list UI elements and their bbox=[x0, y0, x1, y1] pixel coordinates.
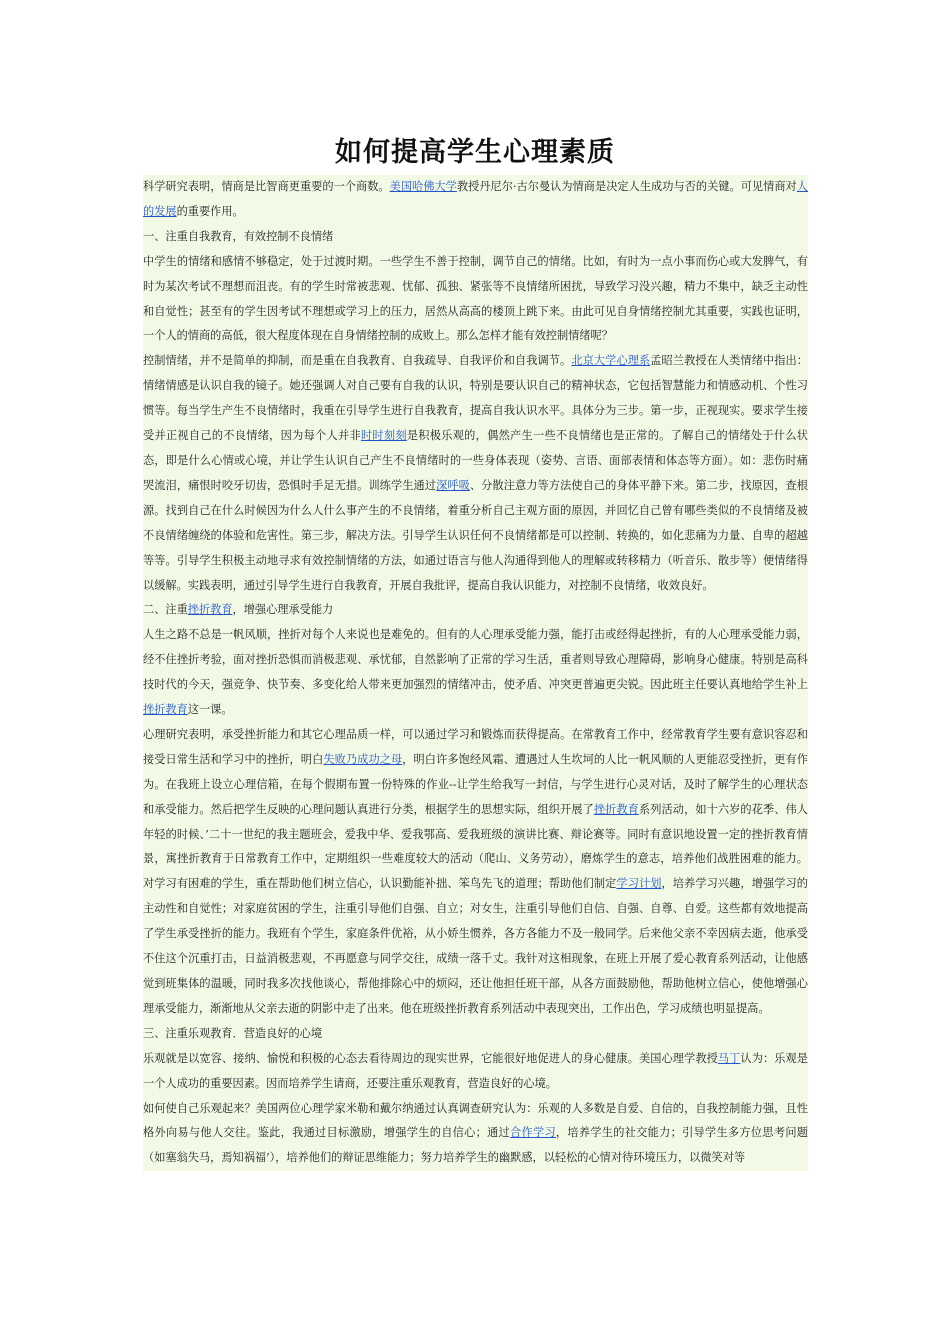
text-link[interactable]: 失败乃成功之母 bbox=[323, 752, 403, 766]
paragraph bbox=[143, 1097, 808, 1172]
paragraph-text: 教授丹尼尔·古尔曼认为情商是决定人生成功与否的关键。可见情商对 bbox=[456, 180, 797, 193]
page-title: 如何提高学生心理素质 bbox=[335, 137, 615, 168]
paragraph-text: 孟昭兰教授在人类情绪中指出：情绪情感是认识自我的镜子。她还强调人对自己要有自我的认识，特别是要认识自己的精神状态，它包括智慧能力和情感动机、个性习惯等。每当学生产生不良情绪时，我重在引导学生进行自我教育，提高自我认识水平。具体分为三步。第一步，正视现实。要求学生接受并正视自己的不良情绪，因为每个人并非 bbox=[143, 354, 808, 443]
paragraph-text: 一、注重自我教育，有效控制不良情绪 bbox=[143, 229, 334, 243]
paragraph bbox=[143, 175, 808, 225]
text-link[interactable]: 挫折教育 bbox=[593, 802, 639, 816]
text-link[interactable]: 深呼吸 bbox=[436, 478, 470, 492]
paragraph-text: 心理研究表明，承受挫折能力和其它心理品质一样，可以通过学习和锻炼而获得提高。在常教育工作中，经常教育学生要有意识容忍和接受日常生活和学习中的挫折，明白 bbox=[143, 727, 808, 766]
paragraph bbox=[143, 225, 808, 250]
paragraph-text: 控制情绪，并不是简单的抑制，而是重在自我教育、自我疏导、自我评价和自我调节。 bbox=[143, 354, 572, 368]
text-link[interactable]: 挫折教育 bbox=[143, 703, 188, 717]
paragraph-text: 人生之路不总是一帆风顺，挫折对每个人来说也是难免的。但有的人心理承受能力强，能打击或经得起挫折，有的人心理承受能力弱，经不住挫折考验，面对挫折恐惧而消极悲观、承忧郁，自然影响了正常的学习生活，重者则导致心理障碍，影响身心健康。特别是高科技时代的今天，强竞争、快节奏、多变化给人带来更加强烈的情绪冲击，使矛盾、冲突更普遍更尖锐。因此班主任要认真地给学生补上 bbox=[143, 628, 808, 692]
text-link[interactable]: 北京大学心理系 bbox=[571, 354, 651, 368]
paragraph bbox=[143, 723, 808, 1022]
paragraph-text: ，明白许多饱经风霜、遭遇过人生坎坷的人比一帆风顺的人更能忍受挫折，更有作为。在我班上设立心理信箱，在每个假期布置一份特殊的作业--让学生给我写一封信，与学生进行心灵对话，及时了解学生的心理状态和承受能力。然后把学生反映的心理问题认真进行分类，根据学生的思想实际，组织开展了 bbox=[143, 752, 808, 816]
paragraph-text: 二、注重 bbox=[143, 603, 188, 617]
text-link[interactable]: 时时刻刻 bbox=[360, 429, 407, 443]
paragraph-text: 这一课。 bbox=[187, 703, 233, 717]
paragraph-text: ，培养学习兴趣，增强学习的主动性和自觉性；对家庭贫困的学生，注重引导他们自强、自立；对女生，注重引导他们自信、自强、自尊、自爱。这些都有效地提高了学生承受挫折的能力。我班有个学生，家庭条件优裕，从小娇生惯养，各方各能力不及一般同学。后来他父亲不幸因病去逝，他承受不住这个沉重打击，日益消极悲观，不再愿意与同学交往，成绩一落千丈。我针对这相现象，在班上开展了爱心教育系列活动，让他感觉到班集体的温暖，同时我多次找他谈心，帮他排除心中的烦闷，还让他担任班干部，从各方面鼓励他，帮助他树立信心，使他增强心理承受能力，渐渐地从父亲去逝的阴影中走了出来。他在班级挫折教育系列活动中表现突出，工作出色，学习成绩也明显提高。 bbox=[143, 877, 808, 1015]
text-link[interactable]: 学习计划 bbox=[616, 877, 662, 891]
paragraph-text: 科学研究表明，情商是比智商更重要的一个商数。 bbox=[143, 180, 390, 193]
paragraph-text: 的重要作用。 bbox=[176, 204, 244, 218]
paragraph-text: 乐观就是以宽容、接纳、愉悦和积极的心态去看待周边的现实世界，它能很好地促进人的身心健康。美国心理学教授 bbox=[143, 1051, 718, 1065]
paragraph-text: 三、注重乐观教育．营造良好的心境 bbox=[143, 1026, 323, 1040]
text-link[interactable]: 挫折教育 bbox=[187, 603, 233, 617]
text-link[interactable]: 人的发展 bbox=[143, 180, 808, 218]
paragraph-text: ，增强心理承受能力 bbox=[232, 603, 334, 617]
paragraph bbox=[143, 1047, 808, 1097]
paragraph-text: 如何使自己乐观起来？美国两位心理学家米勒和戴尔纳通过认真调查研究认为：乐观的人多数是自爱、自信的，自我控制能力强，且性格外向易与他人交往。鉴此，我通过目标激励，增强学生的自信心；通过 bbox=[143, 1101, 808, 1140]
text-link[interactable]: 马丁 bbox=[717, 1051, 741, 1065]
text-link[interactable]: 合作学习 bbox=[510, 1126, 556, 1140]
article-body bbox=[143, 175, 808, 1171]
paragraph-text: 系列活动，如十六岁的花季、伟人年轻的时候、’二十一世纪的我主题班会，爱我中华、爱我鄂高、爱我班级的演讲比赛、辩论赛等。同时有意识地设置一定的挫折教育情景，寓挫折教育于日常教育工作中，定期组织一些难度较大的活动（爬山、义务劳动），磨炼学生的意志，培养他们战胜困难的能力。对学习有困难的学生，重在帮助他们树立信心，认识勤能补拙、笨鸟先飞的道理；帮助他们制定 bbox=[143, 802, 808, 891]
paragraph-text: 中学生的情绪和感情不够稳定，处于过渡时期。一些学生不善于控制，调节自己的情绪。比如，有时为一点小事而伤心或大发脾气，有时为某次考试不理想而沮丧。有的学生时常被悲观、忧郁、孤独、紧张等不良情绪所困扰，导致学习没兴趣，精力不集中，缺乏主动性和自觉性；甚至有的学生因考试不理想或学习上的压力，居然从高高的楼顶上跳下来。由此可见自身情绪控制尤其重要，实践也证明，一个人的情商的高低，很大程度体现在自身情绪控制的成败上。那么怎样才能有效控制情绪呢？ bbox=[143, 254, 808, 343]
paragraph-text: 、分散注意力等方法使自己的身体平静下来。第二步，找原因，查根源。找到自己在什么时候因为什么人什么事产生的不良情绪，着重分析自己主观方面的原因，并回忆自己曾有哪些类似的不良情绪及被不良情绪缠绕的体验和危害性。第三步，解决方法。引导学生认识任何不良情绪都是可以控制、转换的，如化悲痛为力量、自卑的超越等等。引导学生积极主动地寻求有效控制情绪的方法，如通过语言与他人沟通得到他人的理解或转移精力（听音乐、散步等）便情绪得以缓解。实践表明，通过引导学生进行自我教育，开展自我批评，提高自我认识能力，对控制不良情绪，收效良好。 bbox=[143, 478, 808, 592]
paragraph bbox=[143, 598, 808, 623]
paragraph bbox=[143, 250, 808, 350]
paragraph bbox=[143, 1022, 808, 1047]
paragraph bbox=[143, 349, 808, 598]
paragraph-text: 是积极乐观的，偶然产生一些不良情绪也是正常的。了解自己的情绪处于什么状态，即是什么心情或心境，并让学生认识自己产生不良情绪时的一些身体表现（姿势、言语、面部表情和体态等方面）。如：悲伤时痛哭流泪，痛恨时咬牙切齿，恐惧时手足无措。训练学生通过 bbox=[143, 429, 808, 492]
paragraph-text: ，培养学生的社交能力；引导学生多方位思考问题（如塞翁失马，焉知祸福’），培养他们的辩证思维能力；努力培养学生的幽默感，以轻松的心情对待环境压力，以微笑对等 bbox=[143, 1126, 808, 1165]
paragraph-text: 认为：乐观是一个人成功的重要因素。因而培养学生请商，还要注重乐观教育，营造良好的心境。 bbox=[143, 1051, 808, 1090]
paragraph bbox=[143, 623, 808, 723]
text-link[interactable]: 美国哈佛大学 bbox=[389, 180, 457, 193]
